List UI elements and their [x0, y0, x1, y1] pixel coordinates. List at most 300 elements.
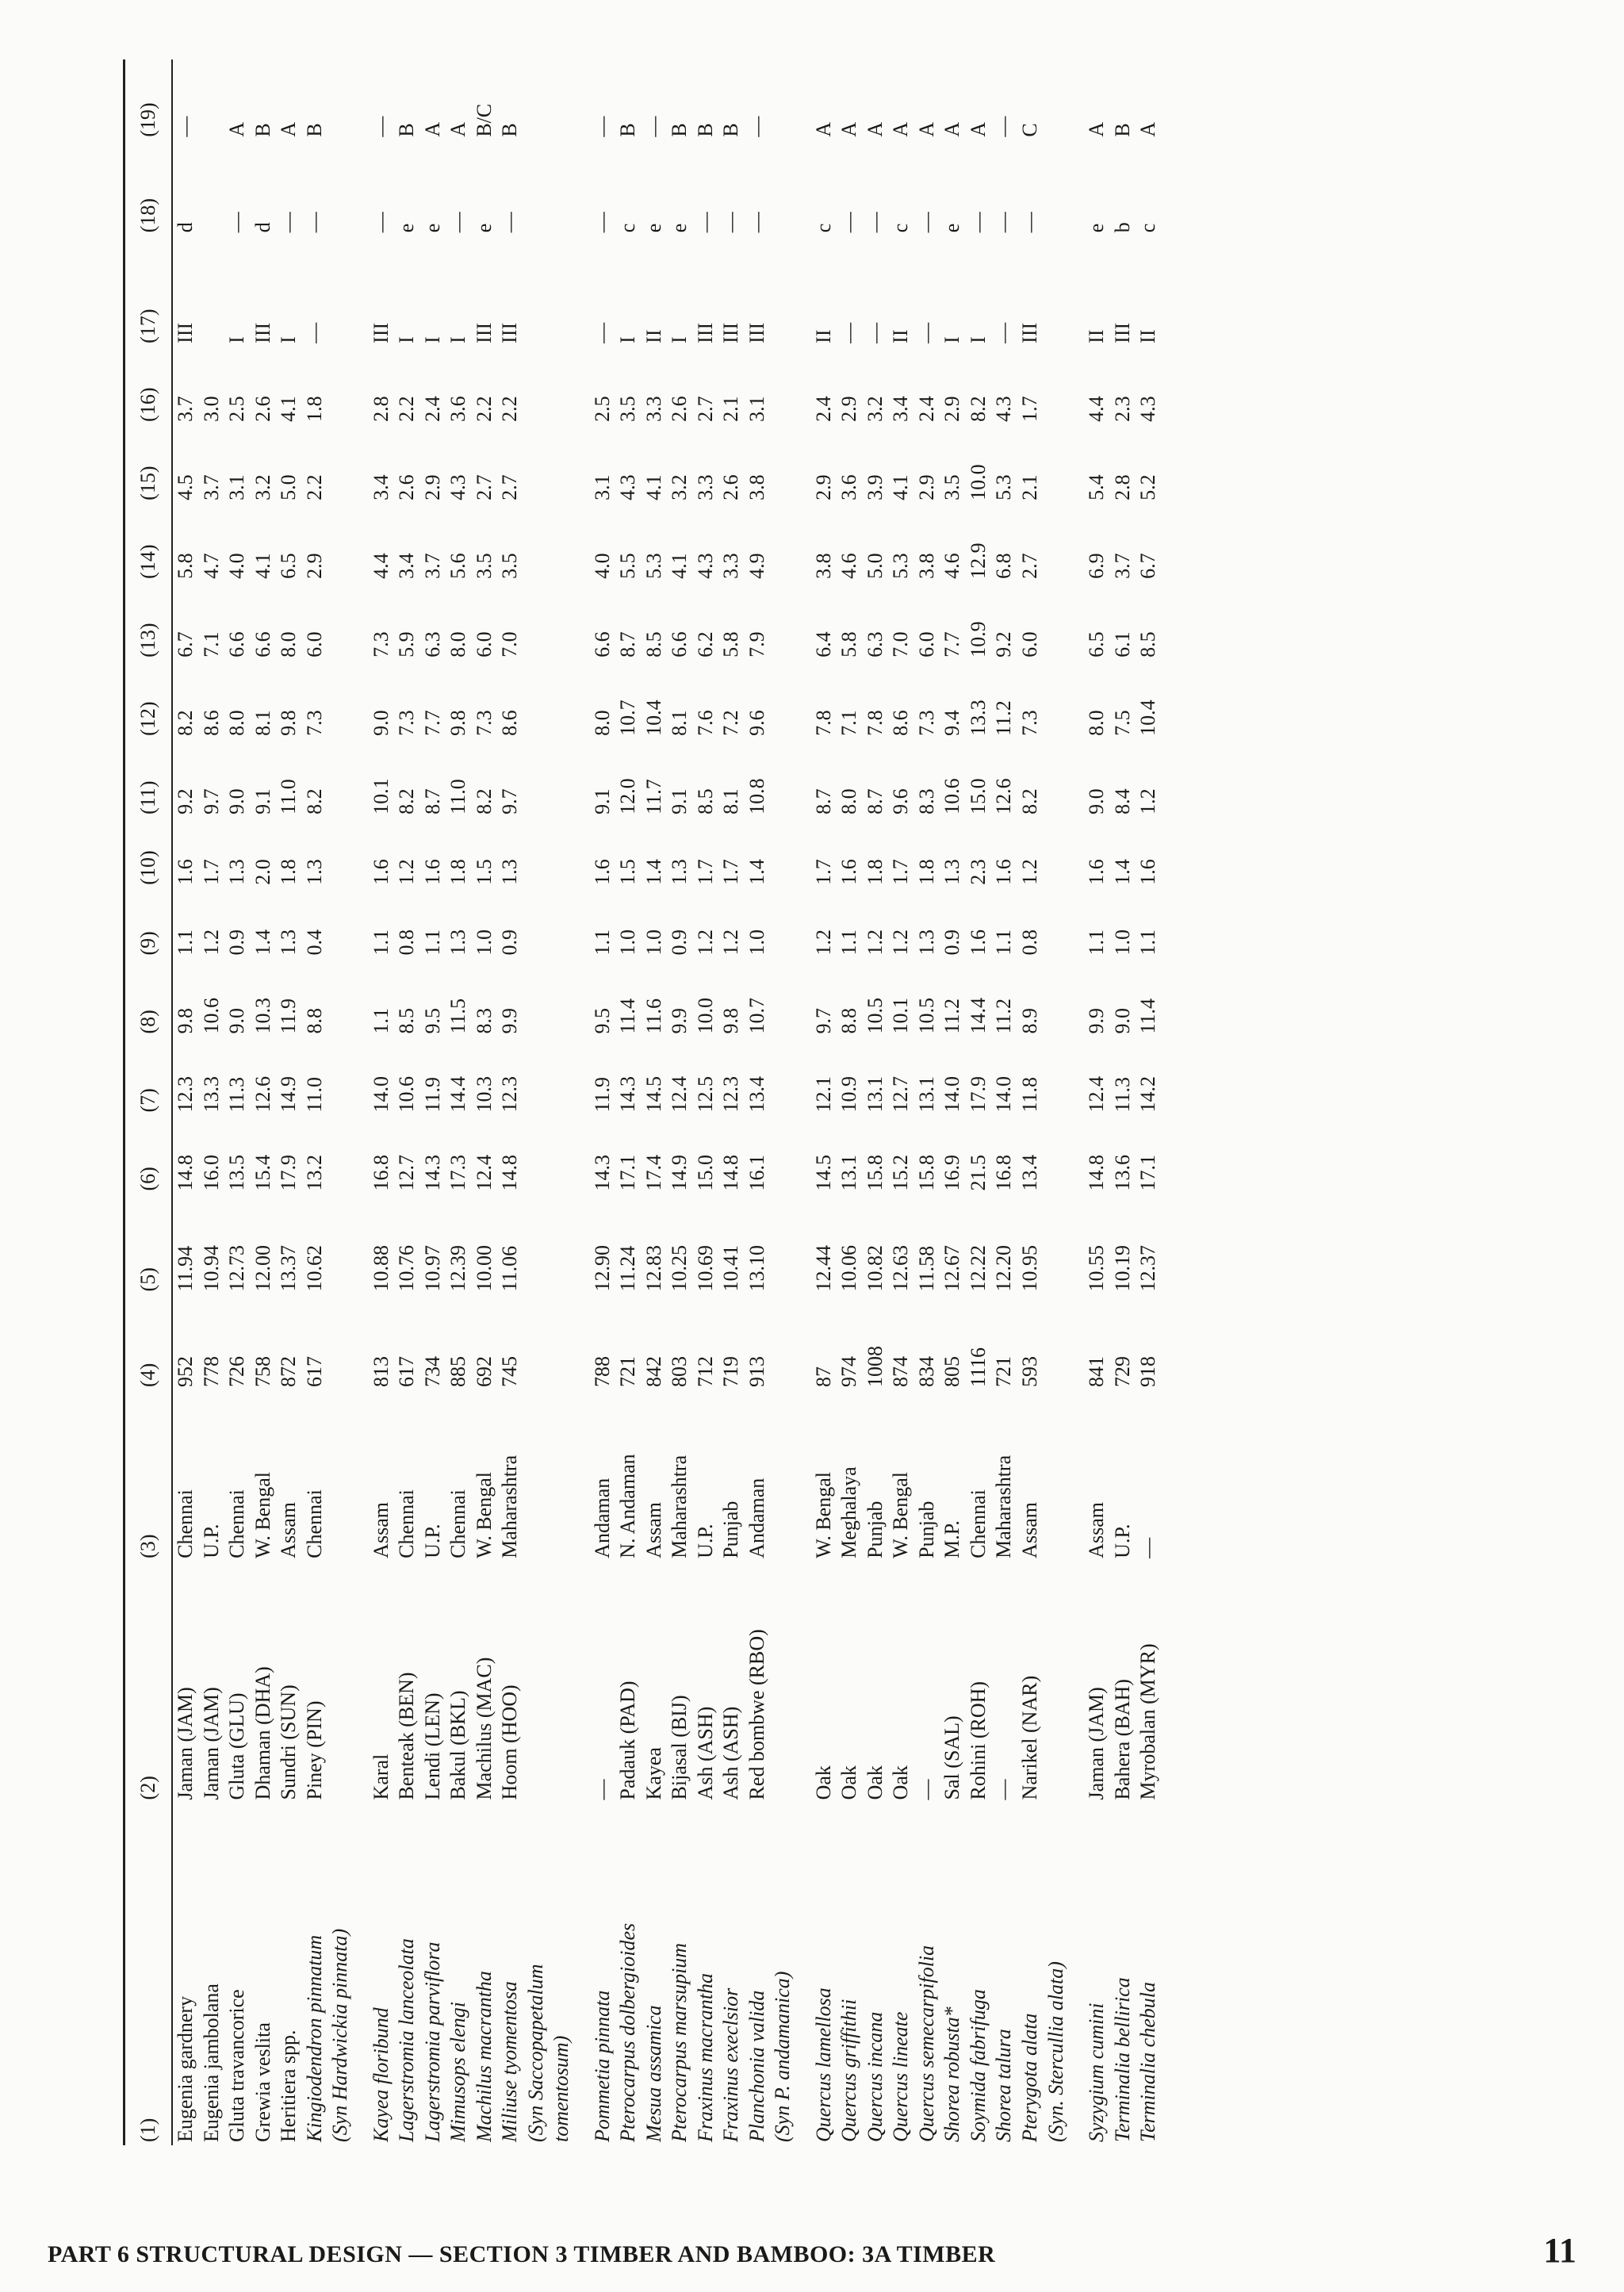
table-cell: — [590, 212, 614, 233]
table-cell: A [966, 121, 990, 137]
table-row [991, 59, 1017, 2145]
table-cell: 12.7 [395, 1155, 419, 1191]
table-row [224, 59, 251, 2145]
table-cell: Lagerstromia parviflora [420, 1941, 444, 2142]
table-row [446, 59, 472, 2145]
table-cell: 10.62 [302, 1244, 326, 1292]
table-cell: 2.2 [302, 474, 326, 500]
table-cell: (Syn Saccopapetalum [523, 1964, 547, 2142]
table-cell: 842 [642, 1356, 665, 1388]
table-cell: 874 [889, 1356, 913, 1388]
table-cell: 788 [590, 1356, 614, 1388]
table-cell: A [914, 121, 938, 137]
table-cell: 7.1 [199, 631, 223, 657]
table-cell: U.P. [693, 1524, 717, 1558]
table-cell: (Syn P. andamanica) [771, 1971, 795, 2142]
table-cell: 10.9 [966, 621, 990, 657]
table-cell [1044, 59, 1070, 140]
table-cell: 8.7 [420, 788, 444, 814]
table-cell: 5.0 [863, 553, 887, 579]
table-cell: 6.7 [174, 631, 197, 657]
table-cell: 0.4 [302, 929, 326, 956]
table-row [251, 59, 277, 2145]
table-cell: A [940, 121, 964, 137]
table-cell: Karal [369, 1753, 393, 1800]
table-cell [770, 739, 796, 818]
table-cell: 3.2 [863, 396, 887, 422]
table-cell: 1.6 [837, 859, 861, 885]
table-cell: Dhaman (DHA) [251, 1666, 274, 1800]
table-cell: I [225, 336, 249, 343]
table-cell: 8.0 [837, 788, 861, 814]
table-cell: 3.3 [719, 553, 743, 579]
table-cell: 8.7 [616, 631, 640, 657]
table-cell: 3.7 [174, 396, 197, 422]
table-cell: 4.6 [837, 553, 861, 579]
table-cell: 11.6 [642, 998, 665, 1034]
table-cell [1044, 582, 1070, 661]
table-cell: Miliuse tyomentosa [498, 1981, 522, 2142]
table-cell: 1.3 [277, 929, 301, 956]
column-header: (7) [124, 1037, 173, 1116]
table-cell: — [225, 212, 249, 233]
table-row [327, 59, 354, 2145]
table-cell: 17.3 [446, 1155, 470, 1191]
table-cell [770, 888, 796, 959]
table-cell: 734 [420, 1356, 444, 1388]
table-cell: e [642, 223, 665, 233]
table-cell: 7.3 [1017, 710, 1041, 736]
table-cell: 8.5 [1136, 631, 1160, 657]
table-cell: 692 [472, 1356, 496, 1388]
table-cell: 1.6 [174, 859, 197, 885]
footer-title: PART 6 STRUCTURAL DESIGN — SECTION 3 TIMBER AND BAMBOO: 3A TIMBER [48, 2241, 996, 2267]
table-cell: 1.5 [472, 859, 496, 885]
table-cell: 8.5 [642, 631, 665, 657]
table-cell: 10.25 [668, 1244, 691, 1292]
table-cell: B [395, 123, 419, 137]
table-cell: Punjab [719, 1501, 743, 1558]
table-cell: 1.1 [837, 929, 861, 956]
table-cell: 2.9 [811, 474, 835, 500]
table-cell: Chennai [302, 1489, 326, 1558]
table-cell: 2.9 [420, 474, 444, 500]
table-cell: 918 [1136, 1356, 1160, 1388]
table-cell: 6.0 [302, 631, 326, 657]
table-cell: e [668, 223, 691, 233]
table-cell: Oak [863, 1765, 887, 1800]
table-cell: 14.0 [369, 1076, 393, 1113]
table-cell [549, 140, 575, 236]
table-cell: 14.9 [668, 1155, 691, 1191]
table-cell: 1.3 [940, 859, 964, 885]
table-cell: 11.4 [1136, 998, 1160, 1034]
table-cell: 2.7 [498, 474, 522, 500]
table-cell [523, 59, 550, 140]
table-cell: 1.2 [719, 929, 743, 956]
table-cell: Oak [889, 1765, 913, 1800]
column-header-row [124, 59, 173, 2145]
table-cell: 9.9 [498, 1008, 522, 1034]
table-cell [327, 347, 354, 425]
table-cell [199, 140, 225, 236]
table-cell: 0.9 [668, 929, 691, 956]
column-header: (11) [124, 739, 173, 818]
table-cell: III [498, 322, 522, 343]
table-cell: 803 [668, 1356, 691, 1388]
table-cell: 15.4 [251, 1155, 274, 1191]
table-cell: 3.2 [668, 474, 691, 500]
table-cell: 12.1 [811, 1076, 835, 1113]
table-cell: 913 [745, 1356, 768, 1388]
table-cell: tomentosum) [550, 2035, 573, 2142]
table-cell: — [590, 1779, 614, 1800]
table-cell: III [174, 322, 197, 343]
table-cell: 6.9 [1085, 553, 1109, 579]
table-cell: 2.8 [369, 396, 393, 422]
table-cell: U.P. [1110, 1524, 1134, 1558]
table-cell: 729 [1110, 1356, 1134, 1388]
table-cell: 14.4 [966, 998, 990, 1034]
table-cell [1044, 1116, 1070, 1194]
table-cell [1044, 818, 1070, 888]
table-cell: d [174, 222, 197, 233]
table-cell: 4.1 [642, 474, 665, 500]
table-cell: d [251, 222, 274, 233]
table-cell: 2.2 [498, 396, 522, 422]
table-cell [549, 661, 575, 739]
table-cell: 9.1 [251, 788, 274, 814]
table-cell: 6.0 [1017, 631, 1041, 657]
table-cell: 10.8 [745, 778, 768, 814]
table-cell: 8.0 [446, 631, 470, 657]
table-cell: — [642, 116, 665, 137]
table-cell: Bijasal (BIJ) [668, 1695, 691, 1800]
table-cell: 1.2 [395, 859, 419, 885]
table-cell: 1.3 [668, 859, 691, 885]
table-cell: 1.8 [302, 396, 326, 422]
table-cell: 7.1 [837, 710, 861, 736]
column-header: (3) [124, 1390, 173, 1562]
table-cell: — [745, 116, 768, 137]
table-cell [327, 504, 354, 582]
table-cell: 5.8 [174, 553, 197, 579]
table-cell: 6.0 [914, 631, 938, 657]
table-row [497, 59, 523, 2145]
table-cell: 1.1 [1085, 929, 1109, 956]
table-row [615, 59, 642, 2145]
table-cell: III [251, 322, 274, 343]
table-cell: 1.1 [174, 929, 197, 956]
table-cell: Fraxinus macrantha [693, 1972, 717, 2142]
table-cell: 5.9 [395, 631, 419, 657]
column-header: (14) [124, 504, 173, 582]
table-cell: 16.0 [199, 1155, 223, 1191]
table-cell: — [446, 212, 470, 233]
table-cell: A [1085, 121, 1109, 137]
table-cell: 4.7 [199, 553, 223, 579]
table-cell: C [1017, 123, 1041, 137]
table-cell: 10.6 [940, 778, 964, 814]
table-cell: 3.7 [199, 474, 223, 500]
table-cell: Assam [277, 1502, 301, 1558]
table-cell: 2.2 [395, 396, 419, 422]
table-cell [523, 236, 550, 347]
table-cell [327, 1194, 354, 1295]
table-cell: Red bombwe (RBO) [745, 1629, 768, 1800]
table-cell: Narikel (NAR) [1017, 1675, 1041, 1800]
table-cell: 5.3 [992, 474, 1016, 500]
table-cell: — [837, 212, 861, 233]
table-cell: 1.8 [914, 859, 938, 885]
table-cell: 5.0 [277, 474, 301, 500]
table-cell: 11.4 [616, 998, 640, 1034]
table-cell: Terminalia bellirica [1110, 1977, 1134, 2142]
table-cell: 1.7 [889, 859, 913, 885]
table-cell: 12.0 [616, 778, 640, 814]
table-cell: 8.0 [225, 710, 249, 736]
table-cell: 14.8 [498, 1155, 522, 1191]
table-cell: 13.5 [225, 1155, 249, 1191]
table-cell: 2.7 [1017, 553, 1041, 579]
table-row [745, 59, 771, 2145]
table-cell: Oak [811, 1765, 835, 1800]
table-cell: 11.2 [992, 700, 1016, 736]
table-cell: 11.06 [498, 1245, 522, 1292]
table-cell: Eugenia jambolana [199, 1983, 223, 2142]
table-cell: 8.0 [590, 710, 614, 736]
table-cell: 11.2 [992, 998, 1016, 1034]
table-cell: 2.8 [1110, 474, 1134, 500]
table-cell: — [719, 212, 743, 233]
table-cell: 7.7 [420, 710, 444, 736]
table-cell: 1.0 [472, 929, 496, 956]
table-cell: 813 [369, 1356, 393, 1388]
table-cell: 8.2 [302, 788, 326, 814]
table-cell: 8.2 [395, 788, 419, 814]
table-cell: Maharashtra [992, 1455, 1016, 1558]
table-cell: 726 [225, 1356, 249, 1388]
table-cell [770, 582, 796, 661]
column-header: (19) [124, 59, 173, 140]
table-cell: 2.6 [668, 396, 691, 422]
table-cell: 16.9 [940, 1155, 964, 1191]
table-cell: 9.0 [369, 710, 393, 736]
table-cell: 6.3 [420, 631, 444, 657]
table-cell: 593 [1017, 1356, 1041, 1388]
table-cell: Gluta (GLU) [225, 1692, 249, 1800]
table-row [420, 59, 446, 2145]
table-cell: 15.0 [693, 1155, 717, 1191]
table-cell: A [1136, 121, 1160, 137]
table-cell: 617 [395, 1356, 419, 1388]
table-cell [770, 347, 796, 425]
table-cell: 4.0 [590, 553, 614, 579]
table-cell: 12.4 [472, 1155, 496, 1191]
table-cell: Oak [837, 1765, 861, 1800]
table-cell: 14.2 [1136, 1076, 1160, 1113]
table-cell: Kayea [642, 1747, 665, 1800]
table-cell: 3.8 [811, 553, 835, 579]
table-cell: 1.7 [811, 859, 835, 885]
table-cell: 10.06 [837, 1244, 861, 1292]
table-cell: 11.0 [302, 1076, 326, 1113]
table-cell: 12.73 [225, 1244, 249, 1292]
table-cell: 3.3 [693, 474, 717, 500]
table-cell [1044, 661, 1070, 739]
table-row [642, 59, 668, 2145]
table-cell: 805 [940, 1356, 964, 1388]
table-cell: 11.5 [446, 998, 470, 1034]
table-cell: 13.37 [277, 1244, 301, 1292]
table-cell: Rohini (ROH) [966, 1681, 990, 1800]
table-cell: 12.63 [889, 1244, 913, 1292]
table-cell [327, 888, 354, 959]
table-cell: Meghalaya [837, 1466, 861, 1558]
table-cell [1044, 1294, 1070, 1390]
table-cell: 1.6 [966, 929, 990, 956]
table-cell: 17.9 [966, 1076, 990, 1113]
table-cell: c [811, 223, 835, 233]
table-cell: Shorea robusta* [940, 2006, 964, 2142]
table-cell: I [446, 336, 470, 343]
table-cell: 1.6 [420, 859, 444, 885]
table-cell: 8.0 [1085, 710, 1109, 736]
table-row [394, 59, 420, 2145]
table-cell: Syzygium cumini [1085, 2003, 1109, 2142]
table-cell: 12.7 [889, 1076, 913, 1113]
table-cell: 6.1 [1110, 631, 1134, 657]
table-cell: Chennai [966, 1489, 990, 1558]
table-cell: 10.69 [693, 1244, 717, 1292]
table-cell: 7.0 [889, 631, 913, 657]
table-cell: 1.8 [277, 859, 301, 885]
table-cell: 10.5 [863, 998, 887, 1034]
table-cell: 4.3 [616, 474, 640, 500]
table-cell [1044, 1562, 1070, 1803]
table-cell [1044, 236, 1070, 347]
table-cell: 13.3 [199, 1076, 223, 1113]
table-cell: 17.4 [642, 1155, 665, 1191]
table-cell [770, 959, 796, 1037]
table-cell: 13.2 [302, 1155, 326, 1191]
table-cell: 14.8 [174, 1155, 197, 1191]
table-cell: 8.5 [693, 788, 717, 814]
table-cell: Punjab [863, 1501, 887, 1558]
table-cell: c [616, 223, 640, 233]
table-cell: A [446, 121, 470, 137]
table-cell: 3.5 [498, 553, 522, 579]
table-cell: III [745, 322, 768, 343]
table-cell: — [369, 116, 393, 137]
table-cell [1044, 140, 1070, 236]
table-cell: 3.3 [642, 396, 665, 422]
table-cell: 1.3 [446, 929, 470, 956]
table-cell: 2.4 [811, 396, 835, 422]
table-cell: 14.5 [642, 1076, 665, 1113]
table-cell: Pterygota alata [1017, 2013, 1041, 2142]
table-cell: (Syn Hardwickia pinnata) [328, 1928, 352, 2142]
table-cell: 0.8 [1017, 929, 1041, 956]
table-cell: 1.1 [369, 1008, 393, 1034]
table-cell: 10.82 [863, 1244, 887, 1292]
table-cell: 8.1 [719, 788, 743, 814]
table-cell [770, 425, 796, 504]
table-cell: 13.1 [914, 1076, 938, 1113]
table-cell: A [811, 121, 835, 137]
table-cell: 6.5 [1085, 631, 1109, 657]
table-cell: — [590, 322, 614, 343]
table-cell: — [863, 322, 887, 343]
table-row [796, 59, 837, 2145]
table-row [302, 59, 328, 2145]
table-cell: 2.3 [1110, 396, 1134, 422]
table-cell: Maharashtra [498, 1455, 522, 1558]
column-header: (16) [124, 347, 173, 425]
table-row [667, 59, 693, 2145]
table-cell: 9.1 [668, 788, 691, 814]
table-cell: 2.4 [420, 396, 444, 422]
table-cell: 1.2 [811, 929, 835, 956]
table-cell: W. Bengal [889, 1472, 913, 1558]
table-cell: Lagerstromia lanceolata [395, 1938, 419, 2142]
table-cell: A [277, 121, 301, 137]
table-cell: 7.8 [811, 710, 835, 736]
table-cell: I [420, 336, 444, 343]
table-cell: 11.24 [616, 1245, 640, 1292]
table-cell: b [1110, 222, 1134, 233]
table-cell: Andaman [745, 1478, 768, 1558]
table-cell: 12.44 [811, 1244, 835, 1292]
table-cell: Chennai [225, 1489, 249, 1558]
table-cell: 4.0 [225, 553, 249, 579]
table-cell: A [420, 121, 444, 137]
table-cell: 1.7 [199, 859, 223, 885]
table-cell: 6.0 [472, 631, 496, 657]
table-cell [1044, 1037, 1070, 1116]
table-cell: 1.3 [498, 859, 522, 885]
table-cell: 13.4 [1017, 1155, 1041, 1191]
table-cell: 2.3 [966, 859, 990, 885]
table-cell: — [992, 1779, 1016, 1800]
table-cell [523, 1390, 550, 1562]
table-cell: 1.1 [590, 929, 614, 956]
table-cell: 15.2 [889, 1155, 913, 1191]
table-cell [523, 425, 550, 504]
table-cell: 6.8 [992, 553, 1016, 579]
table-cell: 1.2 [693, 929, 717, 956]
table-cell: 11.9 [590, 1076, 614, 1113]
table-cell: Quercus incana [863, 2011, 887, 2142]
table-cell [770, 140, 796, 236]
table-row [693, 59, 719, 2145]
table-cell: I [940, 336, 964, 343]
table-cell: 8.6 [199, 710, 223, 736]
table-cell: 87 [811, 1366, 835, 1388]
table-row [1017, 59, 1044, 2145]
table-cell: 2.4 [914, 396, 938, 422]
table-cell: 1.7 [719, 859, 743, 885]
table-cell: — [745, 212, 768, 233]
table-cell: 16.1 [745, 1155, 768, 1191]
table-cell: Mesua assamica [642, 2005, 665, 2142]
table-cell: 5.5 [616, 553, 640, 579]
table-cell: Heritiera spp. [277, 2029, 301, 2142]
table-cell: 14.5 [811, 1155, 835, 1191]
table-cell: 14.3 [420, 1155, 444, 1191]
table-cell [1044, 1390, 1070, 1562]
table-cell: Fraxinus execlsior [719, 1987, 743, 2142]
